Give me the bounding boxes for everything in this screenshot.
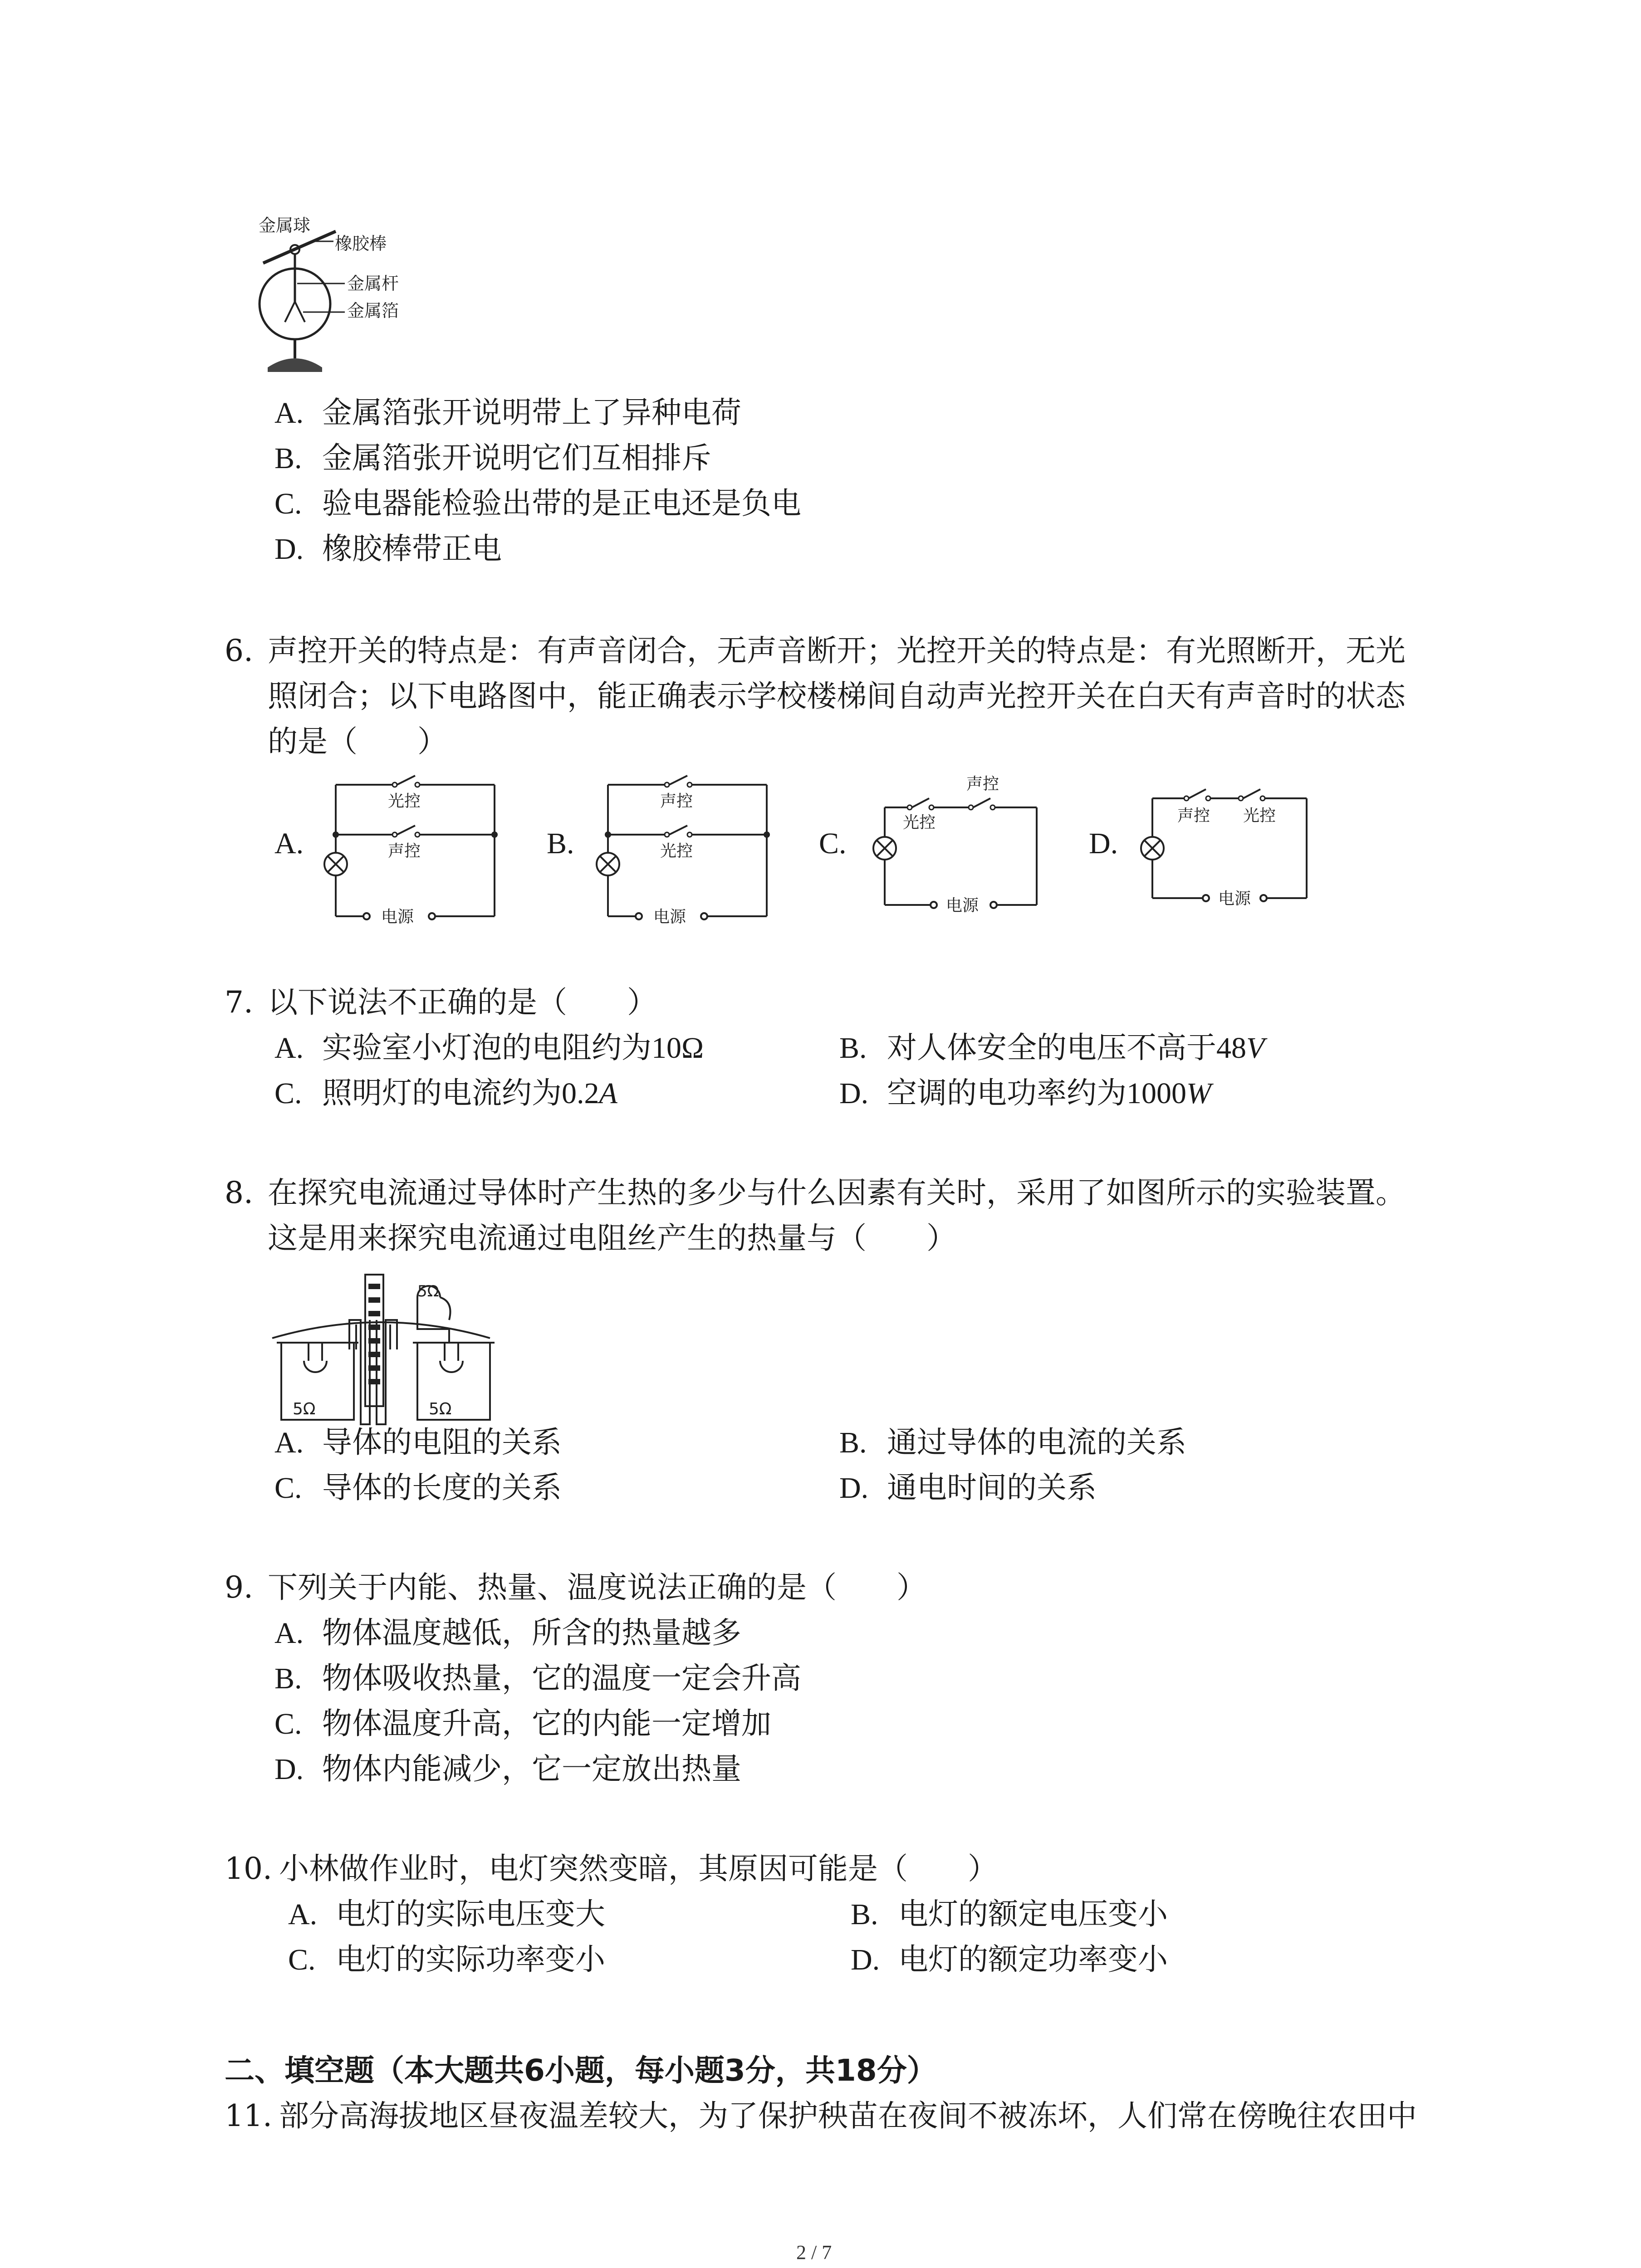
label-rubber-rod: 橡胶棒 bbox=[335, 234, 387, 254]
q6-a-source: 电源 bbox=[381, 908, 414, 926]
q9-number: 9. bbox=[225, 1570, 253, 1605]
q6-circuit-b bbox=[585, 767, 785, 930]
q6-circuit-d bbox=[1125, 771, 1325, 916]
q10-number: 10. bbox=[225, 1851, 272, 1886]
q8-stem-line-1: 在探究电流通过导体时产生热的多少与什么因素有关时，采用了如图所示的实验装置。 bbox=[268, 1175, 1406, 1210]
q8-option-d: D. 通电时间的关系 bbox=[839, 1470, 1097, 1505]
q8-joule-heat-apparatus bbox=[268, 1270, 522, 1433]
q6-c-source: 电源 bbox=[946, 896, 979, 915]
q6-circuit-c-label: C. bbox=[819, 827, 847, 860]
label-metal-ball: 金属球 bbox=[259, 215, 311, 235]
q6-circuit-d-label: D. bbox=[1089, 827, 1118, 860]
q7-stem: 以下说法不正确的是（ ） bbox=[268, 985, 657, 1020]
q6-stem-line-2: 照闭合；以下电路图中，能正确表示学校楼梯间自动声光控开关在白天有声音时的状态 bbox=[268, 679, 1406, 714]
q9-option-c: C. 物体温度升高，它的内能一定增加 bbox=[274, 1706, 771, 1741]
q6-circuit-a-label: A. bbox=[274, 827, 304, 860]
q6-c-right-switch: 声控 bbox=[966, 775, 999, 793]
electroscope-figure bbox=[254, 213, 445, 390]
q10-option-c: C. 电灯的实际功率变小 bbox=[288, 1942, 605, 1977]
q5-option-d: D. 橡胶棒带正电 bbox=[274, 531, 502, 566]
q8-option-a: A. 导体的电阻的关系 bbox=[274, 1425, 562, 1460]
q7-option-b: B. 对人体安全的电压不高于48V bbox=[839, 1030, 1265, 1065]
q7-option-a: A. 实验室小灯泡的电阻约为10Ω bbox=[274, 1030, 704, 1065]
q6-d-left-switch: 声控 bbox=[1177, 807, 1210, 825]
q7-option-d: D. 空调的电功率约为1000W bbox=[839, 1075, 1211, 1110]
q6-circuit-c bbox=[857, 771, 1057, 921]
page-number: 2 / 7 bbox=[796, 2241, 832, 2263]
q7-option-c: C. 照明灯的电流约为0.2A bbox=[274, 1075, 617, 1110]
q11-number: 11. bbox=[225, 2098, 272, 2133]
q7-number: 7. bbox=[225, 985, 253, 1020]
q9-option-a: A. 物体温度越低，所含的热量越多 bbox=[274, 1615, 741, 1650]
q8-parallel-resistor-label: 5Ω bbox=[417, 1282, 439, 1300]
q8-left-resistor-label: 5Ω bbox=[293, 1400, 316, 1418]
q6-number: 6. bbox=[225, 633, 253, 668]
q6-d-source: 电源 bbox=[1218, 890, 1251, 908]
q6-b-top-switch: 声控 bbox=[660, 792, 693, 811]
q6-circuit-b-label: B. bbox=[547, 827, 574, 860]
q10-option-d: D. 电灯的额定功率变小 bbox=[851, 1942, 1168, 1977]
q9-option-b: B. 物体吸收热量，它的温度一定会升高 bbox=[274, 1661, 801, 1696]
q6-c-left-switch: 光控 bbox=[903, 813, 936, 832]
q8-option-c: C. 导体的长度的关系 bbox=[274, 1470, 562, 1505]
q10-option-b: B. 电灯的额定电压变小 bbox=[851, 1897, 1168, 1931]
q6-b-bottom-switch: 光控 bbox=[660, 842, 693, 860]
q6-a-bottom-switch: 声控 bbox=[388, 842, 421, 860]
q5-option-a: A. 金属箔张开说明带上了异种电荷 bbox=[274, 395, 741, 430]
label-metal-pole: 金属杆 bbox=[347, 274, 399, 293]
q10-option-a: A. 电灯的实际电压变大 bbox=[288, 1897, 605, 1931]
q6-stem-line-1: 声控开关的特点是：有声音闭合，无声音断开；光控开关的特点是：有光照断开，无光 bbox=[268, 633, 1406, 668]
q8-right-resistor-label: 5Ω bbox=[429, 1400, 452, 1418]
q5-option-c: C. 验电器能检验出带的是正电还是负电 bbox=[274, 486, 801, 521]
q8-stem-line-2: 这是用来探究电流通过电阻丝产生的热量与（ ） bbox=[268, 1221, 956, 1256]
label-metal-foil: 金属箔 bbox=[347, 301, 399, 321]
q6-stem-line-3: 的是（ ） bbox=[268, 724, 447, 759]
q11-text: 部分高海拔地区昼夜温差较大，为了保护秧苗在夜间不被冻坏，人们常在傍晚往农田中 bbox=[279, 2098, 1417, 2133]
q8-number: 8. bbox=[225, 1175, 253, 1210]
q6-a-top-switch: 光控 bbox=[388, 792, 421, 811]
q8-option-b: B. 通过导体的电流的关系 bbox=[839, 1425, 1186, 1460]
q9-option-d: D. 物体内能减少，它一定放出热量 bbox=[274, 1751, 741, 1786]
q9-stem: 下列关于内能、热量、温度说法正确的是（ ） bbox=[268, 1570, 926, 1605]
q5-option-b: B. 金属箔张开说明它们互相排斥 bbox=[274, 440, 711, 475]
q6-d-right-switch: 光控 bbox=[1243, 807, 1276, 825]
q6-b-source: 电源 bbox=[653, 908, 686, 926]
q6-circuit-a bbox=[313, 767, 513, 930]
q10-stem: 小林做作业时，电灯突然变暗，其原因可能是（ ） bbox=[279, 1851, 998, 1886]
section-2-title: 二、填空题（本大题共6小题，每小题3分，共18分） bbox=[225, 2053, 937, 2088]
